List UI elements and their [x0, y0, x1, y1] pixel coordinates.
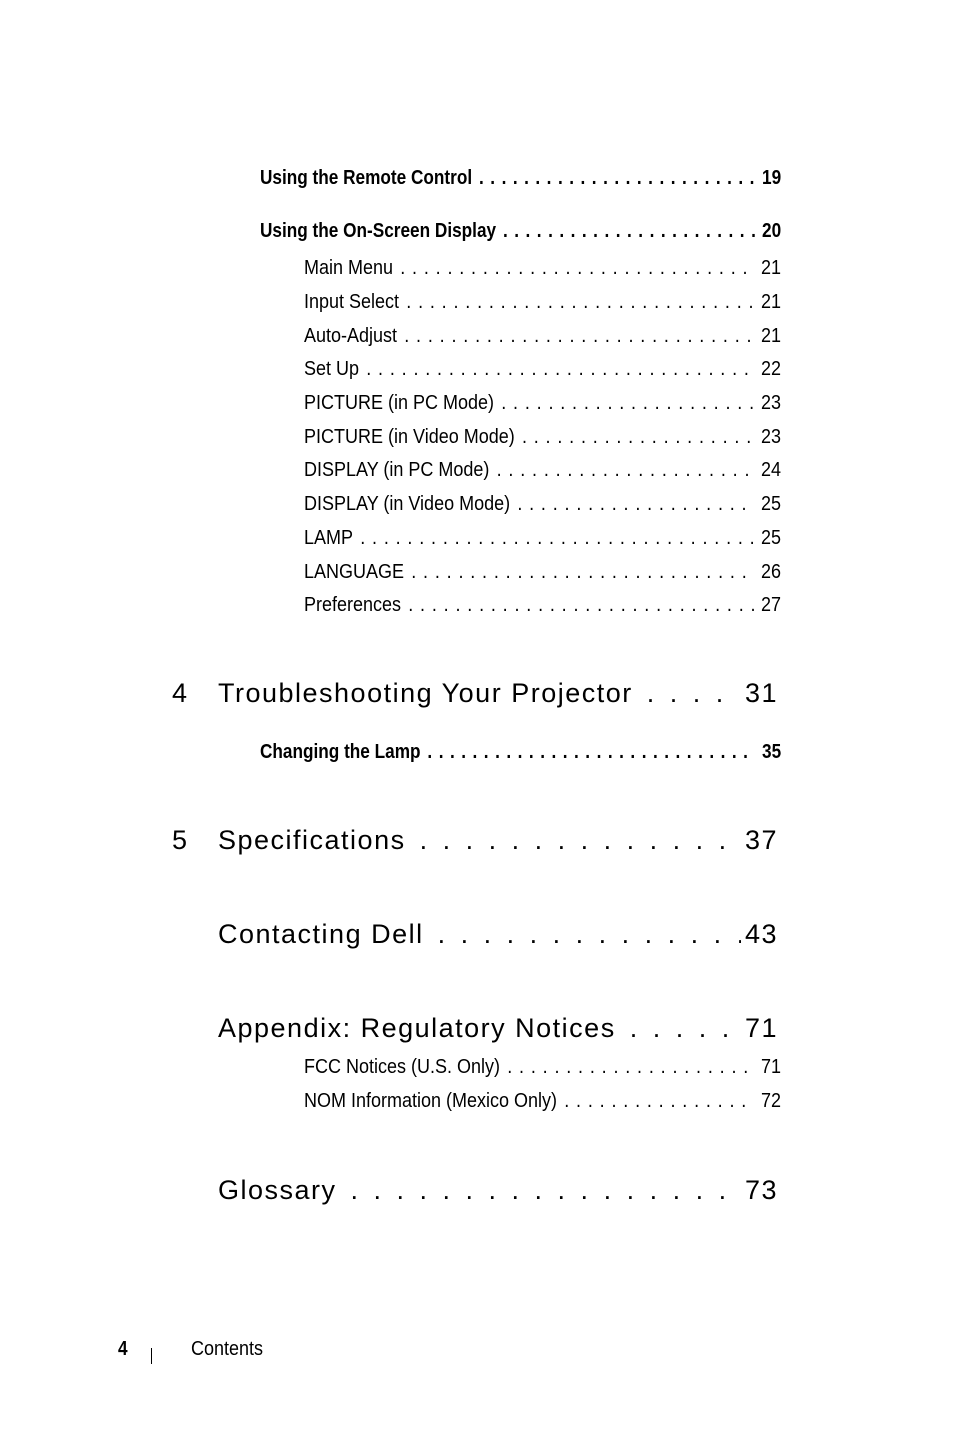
dot-leader [438, 919, 741, 950]
toc-entry-title: Using the Remote Control [260, 167, 473, 189]
toc-entry-nom-information[interactable] [304, 1090, 781, 1113]
dot-leader [507, 1056, 754, 1079]
dot-leader [503, 220, 755, 243]
toc-entry-fcc-notices[interactable] [304, 1056, 781, 1079]
toc-entry-title: LAMP [304, 527, 354, 549]
toc-entry-language[interactable] [304, 561, 781, 584]
dot-leader [647, 678, 741, 709]
toc-entry-title: Set Up [304, 358, 360, 380]
dot-leader [564, 1090, 754, 1113]
toc-entry-title: DISPLAY (in Video Mode) [304, 493, 511, 515]
chapter-page: 73 [744, 1175, 778, 1205]
toc-entry-page: 25 [760, 527, 781, 549]
toc-entry-page: 23 [760, 392, 781, 414]
chapter-number: 5 [172, 825, 189, 855]
toc-entry-page: 35 [762, 741, 782, 763]
dot-leader [404, 325, 754, 348]
toc-entry-page: 23 [760, 426, 781, 448]
toc-entry-changing-lamp[interactable] [260, 741, 781, 764]
chapter-page: 37 [744, 825, 778, 855]
footer-section-label: Contents [191, 1338, 264, 1360]
footer-page-number: 4 [118, 1338, 128, 1360]
chapter-number: 4 [172, 678, 189, 708]
toc-entry-title: NOM Information (Mexico Only) [304, 1090, 558, 1112]
toc-entry-page: 26 [760, 561, 781, 583]
chapter-title: Appendix: Regulatory Notices [218, 1013, 616, 1043]
dot-leader [479, 167, 755, 190]
chapter-page: 31 [744, 678, 778, 708]
footer-divider [151, 1348, 152, 1364]
toc-entry-page: 22 [760, 358, 781, 380]
chapter-page: 43 [744, 919, 778, 949]
dot-leader [522, 426, 754, 449]
toc-entry-main-menu[interactable] [304, 257, 781, 280]
toc-entry-page: 21 [760, 291, 781, 313]
toc-entry-picture-video[interactable] [304, 426, 781, 449]
toc-entry-lamp[interactable] [304, 527, 781, 550]
toc-chapter-contacting-dell[interactable] [218, 919, 778, 950]
toc-entry-page: 25 [760, 493, 781, 515]
toc-entry-page: 24 [760, 459, 781, 481]
dot-leader [501, 392, 754, 415]
toc-entry-page: 21 [760, 325, 781, 347]
toc-entry-page: 71 [760, 1056, 781, 1078]
toc-entry-remote-control[interactable] [260, 167, 781, 190]
chapter-page: 71 [744, 1013, 778, 1043]
chapter-title: Specifications [218, 825, 406, 855]
toc-chapter-4[interactable] [172, 678, 778, 709]
toc-entry-auto-adjust[interactable] [304, 325, 781, 348]
toc-entry-title: Auto-Adjust [304, 325, 398, 347]
dot-leader [351, 1175, 741, 1206]
toc-entry-preferences[interactable] [304, 594, 781, 617]
dot-leader [411, 561, 754, 584]
dot-leader [408, 594, 754, 617]
toc-entry-title: Input Select [304, 291, 400, 313]
toc-entry-input-select[interactable] [304, 291, 781, 314]
toc-entry-page: 19 [762, 167, 782, 189]
dot-leader [630, 1013, 741, 1044]
toc-entry-title: Main Menu [304, 257, 394, 279]
toc-entry-page: 27 [760, 594, 781, 616]
dot-leader [497, 459, 754, 482]
dot-leader [420, 825, 741, 856]
toc-entry-set-up[interactable] [304, 358, 781, 381]
toc-entry-title: LANGUAGE [304, 561, 405, 583]
dot-leader [366, 358, 754, 381]
chapter-title: Glossary [218, 1175, 337, 1205]
toc-entry-display-pc[interactable] [304, 459, 781, 482]
dot-leader [360, 527, 754, 550]
toc-entry-title: Changing the Lamp [260, 741, 421, 763]
toc-chapter-appendix[interactable] [218, 1013, 778, 1044]
toc-chapter-5[interactable] [172, 825, 778, 856]
toc-entry-title: Using the On-Screen Display [260, 220, 497, 242]
toc-entry-display-video[interactable] [304, 493, 781, 516]
dot-leader [427, 741, 755, 764]
toc-entry-title: DISPLAY (in PC Mode) [304, 459, 490, 481]
chapter-title: Troubleshooting Your Projector [218, 678, 633, 708]
dot-leader [400, 257, 754, 280]
toc-entry-page: 72 [760, 1090, 781, 1112]
toc-entry-page: 20 [762, 220, 782, 242]
toc-entry-page: 21 [760, 257, 781, 279]
dot-leader [406, 291, 754, 314]
chapter-title: Contacting Dell [218, 919, 424, 949]
toc-entry-title: FCC Notices (U.S. Only) [304, 1056, 501, 1078]
dot-leader [517, 493, 754, 516]
toc-entry-picture-pc[interactable] [304, 392, 781, 415]
toc-chapter-glossary[interactable] [218, 1175, 778, 1206]
toc-entry-title: PICTURE (in PC Mode) [304, 392, 495, 414]
toc-entry-title: PICTURE (in Video Mode) [304, 426, 515, 448]
toc-entry-osd[interactable] [260, 220, 781, 243]
toc-entry-title: Preferences [304, 594, 402, 616]
